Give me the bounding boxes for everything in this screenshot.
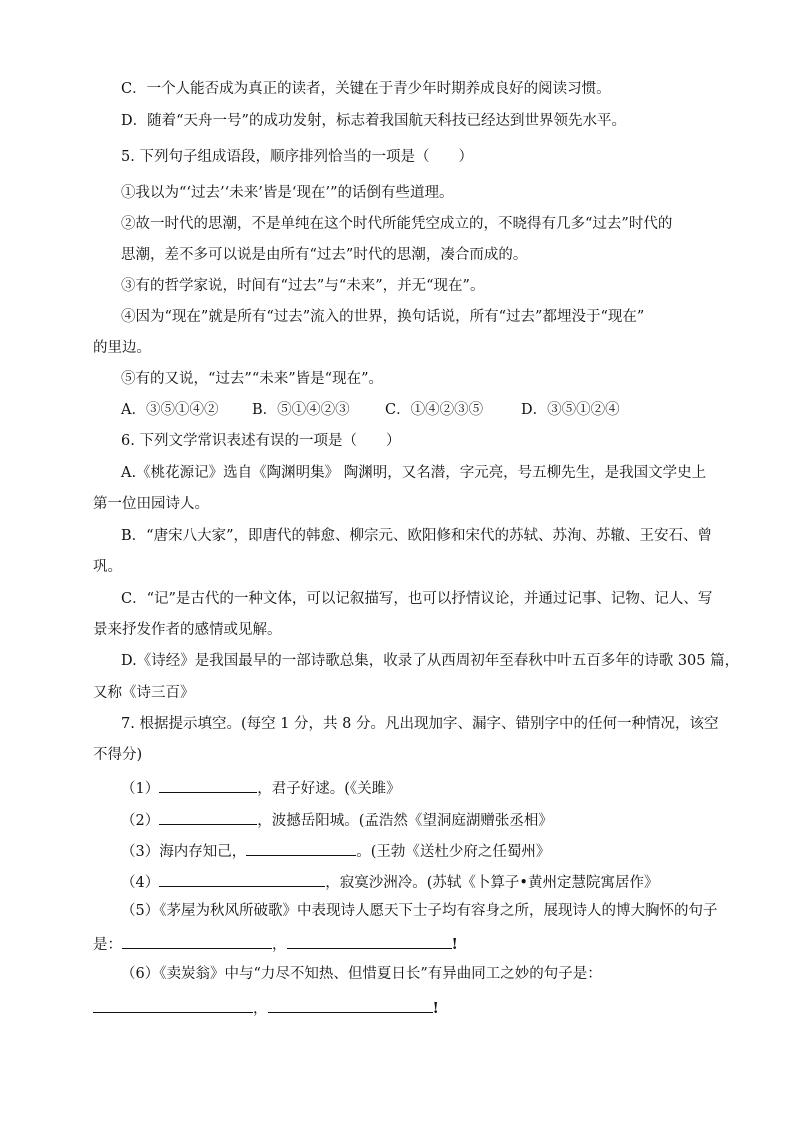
fill-3-prefix: 海内存知己， [159,844,247,860]
fill-1-text: ，君子好逑。(《关雎》 [257,781,401,797]
fill-3-blank[interactable] [246,839,356,856]
fill-2-text: ，波撼岳阳城。(孟浩然《望洞庭湖赠张丞相》 [257,813,553,829]
q7-stem-cont: 不得分) [93,747,143,763]
q7-fill-3 [121,839,550,862]
q6-option-b-cont: 巩。 [93,559,122,575]
q7-fill-5-prompt: （5）《茅屋为秋风所破歌》中表现诗人愿天下士子均有容身之所，展现诗人的博大胸怀的句子 [121,903,718,919]
q6-option-d-cont: 又称《诗三百》 [93,685,195,701]
fill-5-comma: ， [272,937,287,953]
fill-3-number: （3） [121,844,160,860]
q5-options [121,400,620,420]
fill-6-blank-1[interactable] [93,996,253,1013]
fill-5-blank-2[interactable] [287,932,452,949]
fill-2-blank[interactable] [159,808,257,825]
q7-fill-1 [121,776,401,799]
q5-option-d: D．③⑤①②④ [521,402,620,418]
fill-5-prefix: 是： [93,937,122,953]
q5-option-a: A．③⑤①④② [121,402,219,418]
q5-sentence-4: ④因为“现在”就是所有“过去”流入的世界，换句话说，所有“过去”都埋没于“现在” [121,309,645,325]
q7-fill-6 [93,996,439,1019]
q5-sentence-2-cont: 思潮，差不多可以说是由所有“过去”时代的思潮，凑合而成的。 [121,247,528,263]
fill-4-number: （4） [121,875,160,891]
fill-3-text: 。(王勃《送杜少府之任蜀州》 [356,844,551,860]
q6-option-a: A.《桃花源记》选自《陶渊明集》 陶渊明，又名潜，字元亮，号五柳先生，是我国文学史上 [121,465,707,481]
q5-sentence-1: ①我以为“‘过去’‘未来’皆是‘现在’”的话倒有些道理。 [121,185,454,201]
fill-5-exclamation: ! [451,936,458,953]
q5-sentence-2: ②故一时代的思潮，不是单纯在这个时代所能凭空成立的，不晓得有几多“过去”时代的 [121,216,673,232]
q5-option-c: C．①④②③⑤ [385,402,484,418]
q6-option-c: C．“记”是古代的一种文体，可以记叙描写，也可以抒情议论，并通过记事、记物、记人、写 [121,591,713,607]
fill-6-blank-2[interactable] [268,996,433,1013]
q5-sentence-4-cont: 的里边。 [93,340,151,356]
q7-stem: 7. 根据提示填空。(每空 1 分，共 8 分。凡出现加字、漏字、错别字中的任何一种情况，该空 [121,716,719,732]
q5-sentence-3: ③有的哲学家说，时间有“过去”与“未来”，并无“现在”。 [121,278,485,294]
q5-sentence-5: ⑤有的又说，“过去”“未来”皆是“现在”。 [121,371,383,387]
q6-option-a-cont: 第一位田园诗人。 [93,496,209,512]
fill-4-blank[interactable] [159,870,325,887]
q6-option-d: D.《诗经》是我国最早的一部诗歌总集，收录了从西周初年至春秋中叶五百多年的诗歌 305 篇， [121,653,740,669]
q7-fill-4 [121,870,658,893]
fill-6-comma: ， [253,1001,268,1017]
q7-fill-6-prompt: （6）《卖炭翁》中与“力尽不知热、但惜夏日长”有异曲同工之妙的句子是： [121,966,602,982]
q6-option-b: B．“唐宋八大家”，即唐代的韩愈、柳宗元、欧阳修和宋代的苏轼、苏洵、苏辙、王安石、曾 [121,528,712,544]
fill-4-text: ，寂寞沙洲冷。(苏轼《卜算子•黄州定慧院寓居作》 [325,875,659,891]
q4-option-d: D．随着“天舟一号”的成功发射，标志着我国航天科技已经达到世界领先水平。 [121,113,626,129]
fill-2-number: （2） [121,813,160,829]
q7-fill-2 [121,808,553,831]
q6-option-c-cont: 景来抒发作者的感情或见解。 [93,622,282,638]
q5-option-b: B．⑤①④②③ [252,402,350,418]
q4-option-c: C．一个人能否成为真正的读者，关键在于青少年时期养成良好的阅读习惯。 [121,81,611,97]
q7-fill-5 [93,932,458,955]
fill-6-exclamation: ! [432,1000,439,1017]
q5-stem: 5. 下列句子组成语段，顺序排列恰当的一项是（ ） [121,149,473,165]
q6-stem: 6. 下列文学常识表述有误的一项是（ ） [121,433,401,449]
fill-1-number: （1） [121,781,160,797]
fill-5-blank-1[interactable] [122,932,272,949]
fill-1-blank[interactable] [159,776,257,793]
